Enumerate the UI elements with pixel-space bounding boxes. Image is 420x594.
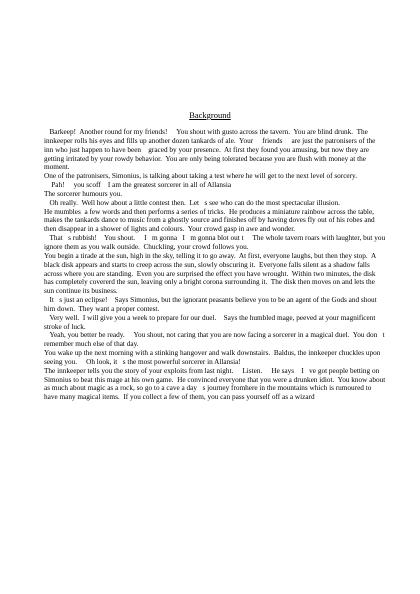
paragraph: You wake up the next morning with a stinking hangover and walk downstairs. Baldus, the innkeeper chuckles upon seeing you. Oh look, it s the most powerful sorcerer in Allansia!	[44, 349, 383, 366]
paragraph: You begin a tirade at the sun, high in the sky, telling it to go away. At first, everyone laughs, but then they stop. A black disk appears and starts to creep across the sun, slowly obscuring it. Everyone falls silent as a shadow falls across where you are standing. Even you are surprised the effect you have wrought. Within two minutes, the disk has completely covererd the sun, leaving only a bright corona surrounding it. The disk then moves on and lets the sun continue its business.	[44, 251, 378, 296]
paragraph: Yeah, you better be ready. You shout, not caring that you are now facing a sorcerer in a magical duel. You don t remember much else of that day.	[44, 331, 387, 349]
paragraph: One of the patronisers, Simonius, is talking about taking a test where he will get to the next level of sorcery.	[44, 172, 358, 181]
paragraph: Very well. I will give you a week to prepare for our duel. Says the humbled mage, peeved at your magnificent stroke of luck.	[44, 313, 378, 331]
paragraph: The sorcerer humours you.	[44, 189, 123, 198]
paragraph: The innkeeper tells you the story of your exploits from last night. Listen. He says I ve got people betting on Simonius to beat this mage at his own game. He convinced everyone that you were a drunken idiot. You know about as much about magic as a rock, so go to a cave a day s journey fromhere in the mountains which is rumoured to have many magical items. If you collect a few of them, you can pass yourself off as a wizard	[44, 366, 388, 402]
paragraph: Pah! you scoff I am the greatest sorcerer in all of Allansia	[44, 181, 232, 190]
paragraph: He mumbles a few words and then performs a series of tricks. He produces a miniature rainbow across the table, makes the tankards dance to music from a ghostly source and finishes off by having doves fly out of his robes and then disappear in a shower of lights and colours. Your crowd gasp in awe and wonder.	[44, 207, 377, 234]
paragraph: Oh really. Well how about a little contest then. Let s see who can do the most spectacular illusion.	[44, 198, 340, 207]
story-body	[44, 128, 386, 402]
page-title: Background	[189, 110, 231, 120]
paragraph: Barkeep! Another round for my friends! You shout with gusto across the tavern. You are blind drunk. The innkeeper rolls his eyes and fills up another dozen tankards of ale. Your friends are just the patronisers of the inn who just happen to have been graced by your presence. At first they found you amusing, but now they are getting irritated by your rowdy behavior. You are only being tolerated because you are flush with money at the moment.	[44, 128, 378, 172]
paragraph: That s rubbish! You shout. I m gonna I m gonna blot out t The whole tavern roars with laughter, but you ignore them as you walk outside. Chuckling, your crowd follows you.	[44, 234, 387, 251]
paragraph: It s just an eclipse! Says Simonius, but the ignorant peasants believe you to be an agent of the Gods and shout him down. They want a proper contest.	[44, 296, 379, 313]
